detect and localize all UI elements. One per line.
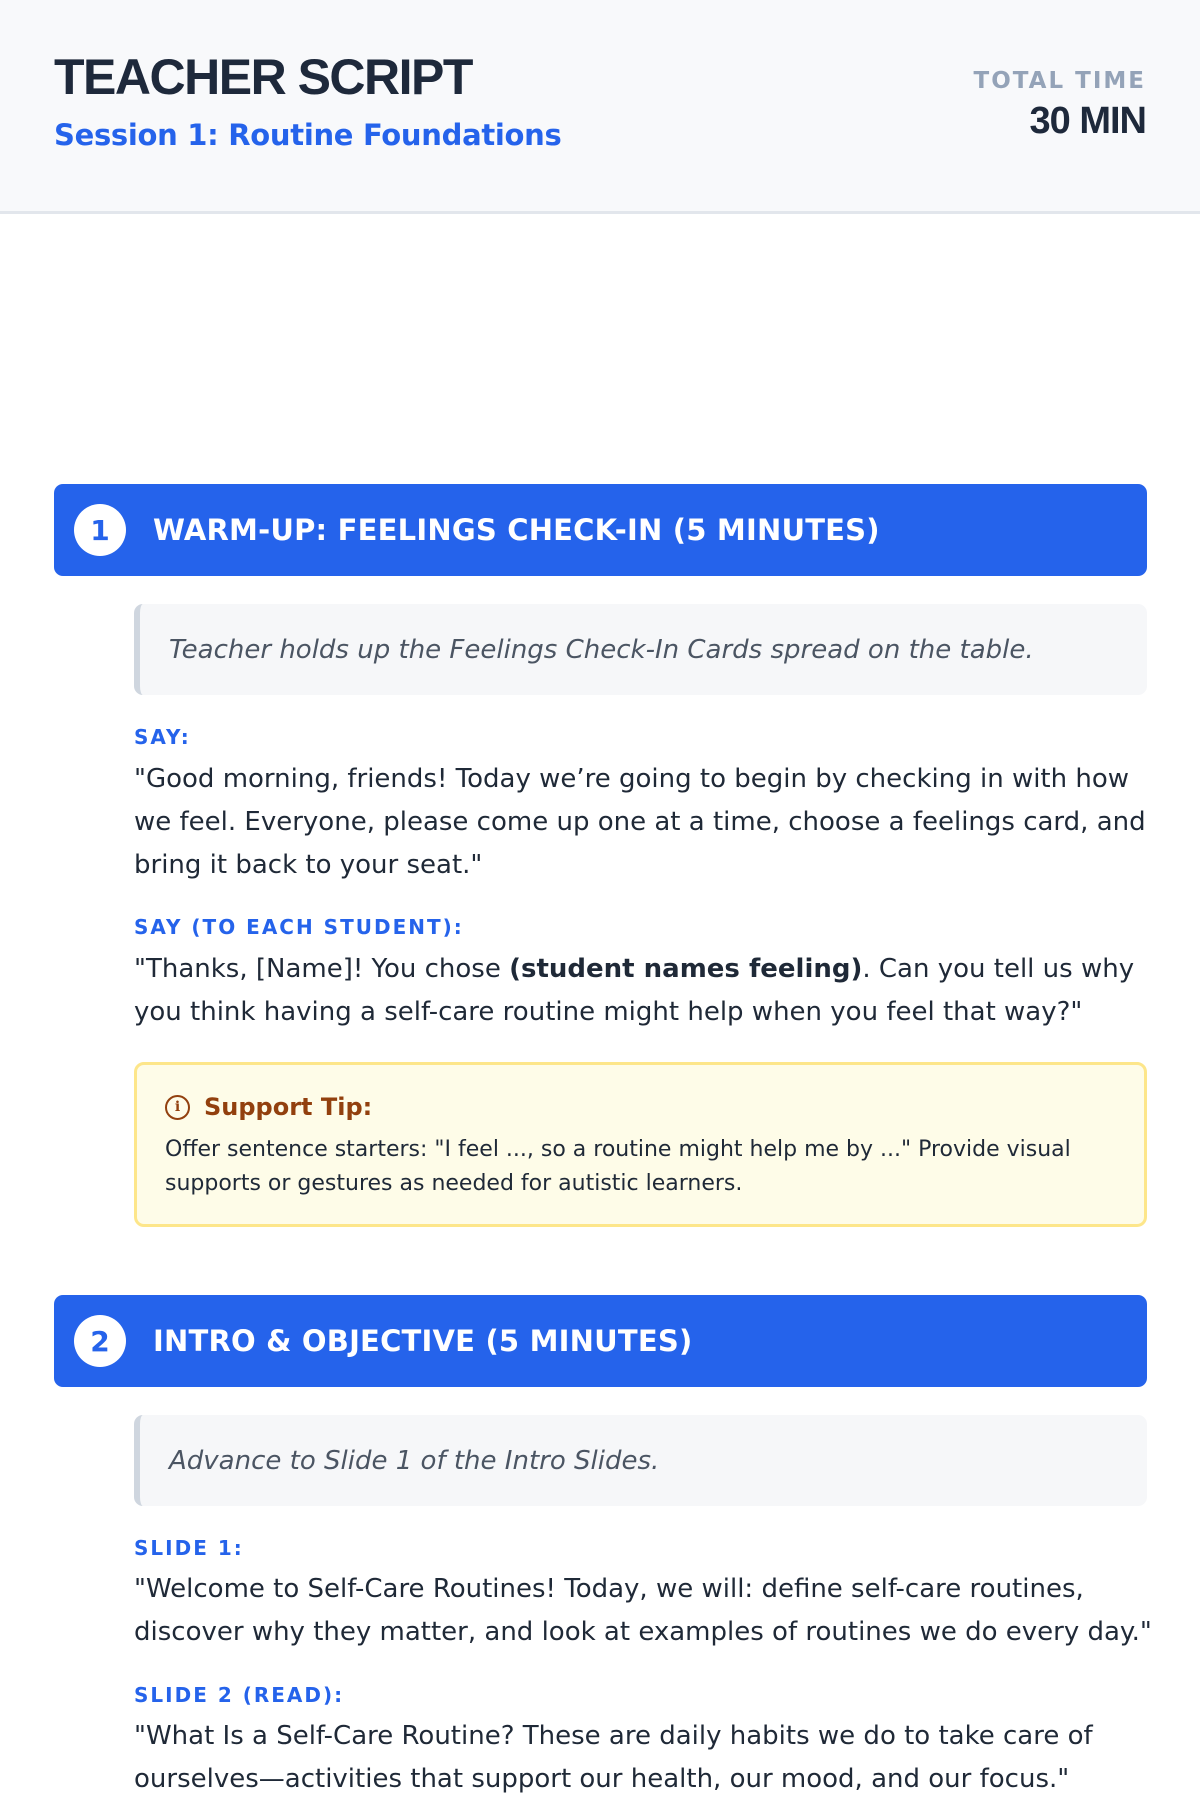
stage-direction: Teacher holds up the Feelings Check-In Cards spread on the table. bbox=[134, 604, 1147, 695]
script-emphasis: (student names feeling) bbox=[509, 954, 863, 984]
stage-direction: Advance to Slide 1 of the Intro Slides. bbox=[134, 1415, 1147, 1506]
total-time-value: 30 MIN bbox=[1029, 100, 1146, 142]
support-tip-title: Support Tip: bbox=[204, 1093, 373, 1121]
cue-label: SAY (TO EACH STUDENT): bbox=[134, 915, 464, 939]
script-line: "Good morning, friends! Today we’re going to begin by checking in with how we feel. Everyone, please come up one at a time, choose a feelings card, and bring it back to your seat." bbox=[134, 764, 1146, 880]
section-title: INTRO & OBJECTIVE (5 MINUTES) bbox=[153, 1324, 693, 1358]
script-line: "Welcome to Self-Care Routines! Today, we will: define self-care routines, discover why they matter, and look at examples of routines we do every day." bbox=[134, 1574, 1152, 1647]
script-text: . Can you tell us why you think having a self-care routine might help when you feel that way?" bbox=[134, 954, 1135, 1027]
cue-label: SLIDE 1: bbox=[134, 1536, 244, 1560]
section-number-badge: 2 bbox=[74, 1315, 126, 1367]
support-tip-header bbox=[165, 1093, 1116, 1121]
total-time-label: TOTAL TIME bbox=[973, 68, 1146, 94]
support-tip-box bbox=[134, 1062, 1147, 1227]
section-header bbox=[54, 484, 1147, 576]
script-line: "What Is a Self-Care Routine? These are daily habits we do to take care of ourselves—activities that support our health, our mood, and our focus." bbox=[134, 1721, 1093, 1794]
cue-label: SLIDE 2 (READ): bbox=[134, 1683, 345, 1707]
section-header bbox=[54, 1295, 1147, 1387]
page-title: TEACHER SCRIPT bbox=[54, 49, 472, 105]
support-tip-body: Offer sentence starters: "I feel ..., so a routine might help me by ..." Provide visual supports or gestures as needed for autistic learners. bbox=[165, 1137, 1071, 1196]
session-subtitle: Session 1: Routine Foundations bbox=[54, 118, 562, 152]
info-circle-icon: i bbox=[165, 1095, 190, 1120]
script-text: "Thanks, [Name]! You chose bbox=[134, 954, 510, 984]
cue-label: SAY: bbox=[134, 725, 191, 749]
page-header bbox=[0, 0, 1200, 214]
script-line bbox=[134, 948, 1154, 1034]
section-number-badge: 1 bbox=[74, 504, 126, 556]
section-title: WARM-UP: FEELINGS CHECK-IN (5 MINUTES) bbox=[153, 513, 880, 547]
